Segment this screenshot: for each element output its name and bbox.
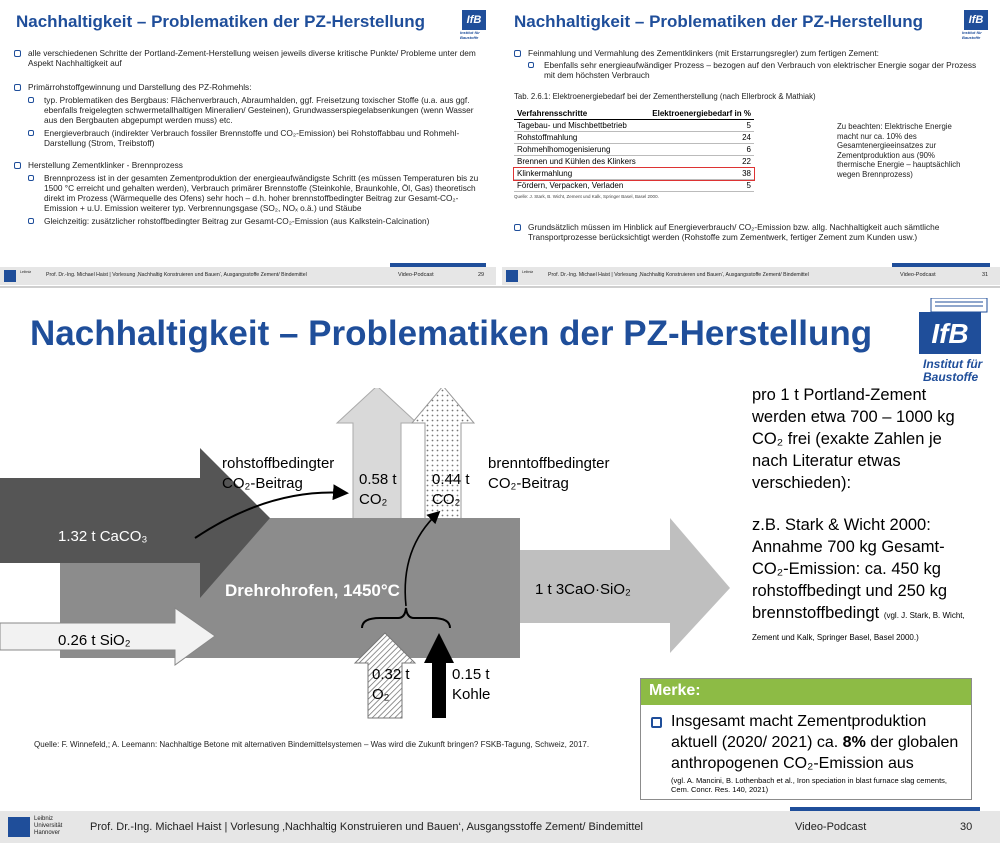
slide-31-footer <box>502 267 1000 285</box>
diagram-source: Quelle: F. Winnefeld,; A. Leemann: Nachhaltige Betone mit alternativen Bindemittelsystemen – Was wird die Zukunft bringen? FSKB-Tagung, Schweiz, 2017. <box>34 740 590 749</box>
bullet-text: Gleichzeitig: zusätzlicher rohstoffbedingter Beitrag zur Gesamt-CO₂-Emission (aus Kalkstein-Calcination) <box>44 216 430 226</box>
ifb-logo-sub1: Institut für <box>962 30 982 35</box>
footer-podcast: Video-Podcast <box>900 272 936 278</box>
table-row <box>514 132 754 144</box>
bullet-text: typ. Problematiken des Bergbaus: Flächenverbrauch, Abraumhalden, ggf. Freisetzung toxischer Stoffe (u.a. aus ggf. ebenfalls freigelegten schwermetallhaltigen Mineralien/ Gesteinen), Grundwasserspiegelabsenkungen (wenn Wasser aus den Bergbauten abgepumpt werden muss) etc. <box>44 95 474 125</box>
merke-text <box>671 711 961 774</box>
table-header-cell: Elektroenergiebedarf in % <box>644 108 754 120</box>
coal-amount: 0.15 t <box>452 666 490 683</box>
sub-bullet-item <box>514 60 984 80</box>
bullet-icon <box>28 130 34 136</box>
table-row <box>514 168 754 180</box>
table-cell-value: 38 <box>644 168 754 180</box>
table-row <box>514 180 754 192</box>
fuel-contribution-label-2: CO₂-Beitrag <box>488 475 569 492</box>
bullet-icon <box>28 97 34 103</box>
footer-text: Prof. Dr.-Ing. Michael Haist | Vorlesung ‚Nachhaltig Konstruieren und Bauen‘, Ausgangsstoffe Zement/ Bindemittel <box>46 272 307 278</box>
uni-name: Leibniz <box>522 270 534 274</box>
uni-logo <box>8 817 30 837</box>
bullet-icon <box>28 218 34 224</box>
bullet-icon <box>28 175 34 181</box>
co2-raw-unit: CO₂ <box>359 491 388 508</box>
table-cell-step: Brennen und Kühlen des Klinkers <box>514 156 644 168</box>
page-number: 30 <box>960 821 973 833</box>
merke-box <box>640 678 972 800</box>
sub-bullet-item <box>14 95 484 125</box>
ifb-logo <box>962 10 992 44</box>
bullet-item <box>14 48 484 68</box>
table-source: Quelle: J. Stark, B. Wicht, Zement und Kalk, Springer Basel, Basel 2000. <box>514 194 659 199</box>
uni-logo <box>4 270 16 282</box>
co2-fuel-unit: CO₂ <box>432 491 461 508</box>
slide-31-bullets-top <box>514 48 984 80</box>
page-number: 31 <box>982 272 989 278</box>
merke-title: Merke: <box>649 682 701 699</box>
table-cell-step: Klinkermahlung <box>514 168 644 180</box>
coal-unit: Kohle <box>452 686 491 703</box>
uni-logo <box>506 270 518 282</box>
bullet-icon <box>14 84 21 91</box>
footer-text: Prof. Dr.-Ing. Michael Haist | Vorlesung ‚Nachhaltig Konstruieren und Bauen‘, Ausgangsstoffe Zement/ Bindemittel <box>548 272 809 278</box>
merke-percentage: 8% <box>842 734 866 751</box>
stark-wicht-ref: (vgl. J. Stark, B. Wicht, Zement und Kalk, Springer Basel, Basel 2000.) <box>752 611 965 642</box>
caco3-label: 1.32 t CaCO₃ <box>58 528 148 545</box>
bullet-text: Energieverbrauch (indirekter Verbrauch fossiler Brennstoffe und CO₂-Emission) bei Rohstoffabbau und Rohmehl-Darstellung (Strom, Treibstoff) <box>44 128 460 148</box>
slide-29-bullets <box>14 48 484 226</box>
bullet-item <box>14 160 484 170</box>
bullet-item <box>14 82 484 92</box>
bullet-text: Grundsätzlich müssen im Hinblick auf Energieverbrauch/ CO₂-Emission bzw. allg. Nachhaltigkeit auch sämtliche Transportprozesse berücksichtigt werden (Rohstoffe zum Zementwerk, fertiger Zement zum Kunden usw.) <box>528 222 940 242</box>
ifb-logo-box: IfB <box>964 10 988 30</box>
merke-header <box>641 679 971 705</box>
bullet-icon <box>528 62 534 68</box>
bullet-item <box>514 48 984 58</box>
sub-bullet-item <box>14 216 484 226</box>
bullet-text: Primärrohstoffgewinnung und Darstellung des PZ-Rohmehls: <box>28 82 252 92</box>
bullet-text: Ebenfalls sehr energieaufwändiger Prozess – bezogen auf den Verbrauch von elektrischer Energie sogar der Prozess mit dem höchsten Verbrauch <box>544 60 977 80</box>
bullet-text: Brennprozess ist in der gesamten Zementproduktion der energieaufwändigste Schritt (es müssen Temperaturen bis zu 1500 °C erreicht und gehalten werden), Verbrauch primärer Brennstoffe (Steinkohle, Braunkohle, Öl, Gas) theoretisch direkt im Prozess (Wärmequelle des Ofens) sehr hoch – d.h. hoher brennstoffbedingter Beitrag zur Gesamt-CO₂-Emission + u.U. Emission weiterer typ. Verbrennungsgase (SO₂, NOₓ o.ä.) und Stäube <box>44 173 479 213</box>
slide-29-title: Nachhaltigkeit – Problematiken der PZ-Herstellung <box>16 12 426 31</box>
o2-unit: O₂ <box>372 686 390 703</box>
stark-wicht-main: z.B. Stark & Wicht 2000: Annahme 700 kg Gesamt-CO₂-Emission: ca. 450 kg rohstoffbedingt und 250 kg brennstoffbedingt <box>752 516 948 622</box>
footer-text: Prof. Dr.-Ing. Michael Haist | Vorlesung ‚Nachhaltig Konstruieren und Bauen‘, Ausgangsstoffe Zement/ Bindemittel <box>90 821 643 833</box>
bullet-icon <box>514 50 521 57</box>
stark-wicht-text <box>752 514 972 646</box>
kiln-label: Drehrohrofen, 1450°C <box>225 581 400 600</box>
table-cell-step: Rohmehlhomogenisierung <box>514 144 644 156</box>
sub-bullet-item <box>14 173 484 213</box>
product-label: 1 t 3CaO·SiO₂ <box>535 581 631 598</box>
bullet-item <box>514 222 984 242</box>
table-cell-value: 6 <box>644 144 754 156</box>
slide-30 <box>0 288 1000 843</box>
energy-table <box>514 108 754 192</box>
electric-energy-note: Zu beachten: Elektrische Energie macht nur ca. 10% des Gesamtenergieeinsatzes zur Zementproduktion aus (90% thermische Energie – hauptsächlich wegen Brennprozess) <box>837 122 961 179</box>
bullet-icon <box>14 50 21 57</box>
slide-30-title: Nachhaltigkeit – Problematiken der PZ-Herstellung <box>30 314 873 353</box>
uni-name-2: Universität <box>34 823 63 829</box>
ifb-logo-box: IfB <box>462 10 486 30</box>
sio2-label: 0.26 t SiO₂ <box>58 632 131 649</box>
co2-raw-amount: 0.58 t <box>359 471 397 488</box>
ifb-logo-sub1: Institut für <box>923 357 983 371</box>
uni-name: Leibniz <box>20 270 32 274</box>
ifb-logo-sub2: Baustoffe <box>923 370 979 384</box>
ifb-logo-sub2: Baustoffe <box>962 35 981 40</box>
co2-summary-text: pro 1 t Portland-Zement werden etwa 700 – 1000 kg CO₂ frei (exakte Zahlen je nach Literatur etwas verschieden): <box>752 386 955 492</box>
raw-contribution-label-1: rohstoffbedingter <box>222 455 335 472</box>
uni-name-1: Leibniz <box>34 816 54 822</box>
bullet-text: alle verschiedenen Schritte der Portland-Zement-Herstellung weisen jeweils diverse kritische Punkte/ Probleme unter dem Aspekt Nachhaltigkeit auf <box>28 48 476 68</box>
table-cell-value: 24 <box>644 132 754 144</box>
ifb-logo <box>460 10 490 44</box>
o2-amount: 0.32 t <box>372 666 410 683</box>
ifb-logo-box: IfB <box>931 318 969 349</box>
table-caption: Tab. 2.6.1: Elektroenergiebedarf bei der Zementherstellung (nach Ellerbrock & Mathiak) <box>514 92 816 101</box>
slide-29 <box>0 0 496 285</box>
slide-31 <box>502 0 1000 285</box>
bullet-icon <box>514 224 521 231</box>
ifb-logo <box>913 298 993 390</box>
merke-reference: (vgl. A. Mancini, B. Lothenbach et al., Iron speciation in blast furnace slag cements, Cem. Concr. Res. 140, 2021) <box>671 776 947 794</box>
bullet-text: Feinmahlung und Vermahlung des Zementklinkers (mit Erstarrungsregler) zum fertigen Zement: <box>528 48 879 58</box>
slide-30-footer <box>0 811 1000 843</box>
uni-name-3: Hannover <box>34 830 61 836</box>
footer-podcast: Video-Podcast <box>795 821 867 833</box>
slide-31-bullets-bottom <box>514 222 984 242</box>
table-header-cell: Verfahrensschritte <box>514 108 644 120</box>
raw-contribution-label-2: CO₂-Beitrag <box>222 475 303 492</box>
merke-text-b: der globalen anthropogenen CO₂-Emission aus <box>671 734 959 772</box>
process-diagram <box>0 388 740 843</box>
fuel-contribution-label-1: brenntoffbedingter <box>488 455 610 472</box>
bullet-text: Herstellung Zementklinker - Brennprozess <box>28 160 183 170</box>
table-cell-value: 5 <box>644 120 754 132</box>
table-row <box>514 144 754 156</box>
slide-29-footer <box>0 267 496 285</box>
table-cell-value: 22 <box>644 156 754 168</box>
table-cell-value: 5 <box>644 180 754 192</box>
page-number: 29 <box>478 272 485 278</box>
ifb-logo-sub2: Baustoffe <box>460 35 479 40</box>
merke-bullet-icon <box>651 717 662 728</box>
merke-text-a: Insgesamt macht Zementproduktion aktuell (2020/ 2021) ca. <box>671 713 927 751</box>
ifb-logo-sub1: Institut für <box>460 30 480 35</box>
table-cell-step: Fördern, Verpacken, Verladen <box>514 180 644 192</box>
table-cell-step: Tagebau- und Mischbettbetrieb <box>514 120 644 132</box>
co2-fuel-amount: 0.44 t <box>432 471 470 488</box>
slide-31-title: Nachhaltigkeit – Problematiken der PZ-Herstellung <box>514 12 924 31</box>
table-cell-step: Rohstoffmahlung <box>514 132 644 144</box>
table-row <box>514 156 754 168</box>
bullet-icon <box>14 162 21 169</box>
sub-bullet-item <box>14 128 484 148</box>
table-header-row <box>514 108 754 120</box>
table-row <box>514 120 754 132</box>
footer-podcast: Video-Podcast <box>398 272 434 278</box>
